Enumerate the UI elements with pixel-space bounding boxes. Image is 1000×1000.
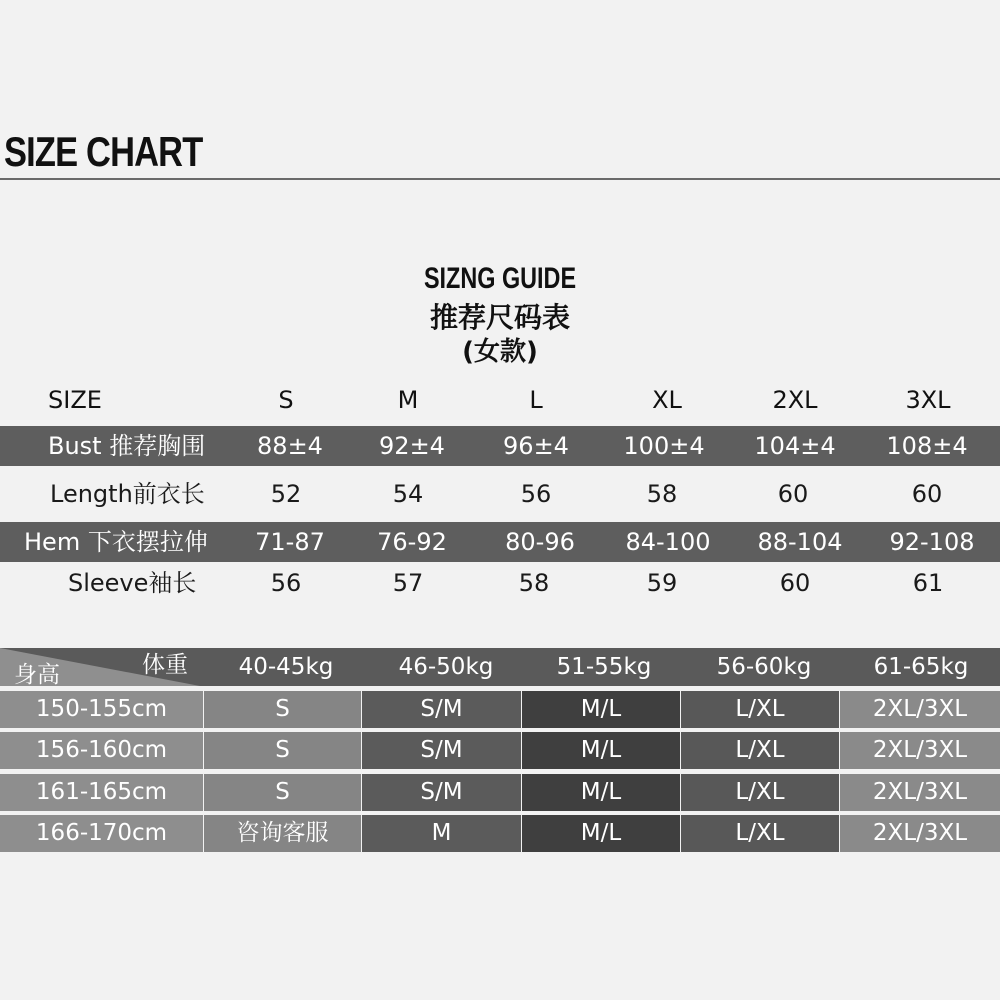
recommend-row [0, 815, 1000, 852]
size-recommend-cell: S/M [362, 732, 521, 769]
weight-header: 61-65kg [873, 654, 969, 680]
size-row-length [0, 474, 1000, 514]
guide-title-cn: 推荐尺码表 [429, 301, 570, 334]
size-col-header: 2XL [772, 386, 818, 414]
size-corner-label: SIZE [48, 386, 102, 414]
size-recommend-cell: S/M [362, 691, 521, 728]
size-recommend-cell: M [362, 815, 521, 852]
size-recommend-cell: M/L [522, 815, 680, 852]
size-recommend-cell: S [204, 774, 361, 811]
size-recommend-cell: 2XL/3XL [840, 774, 1000, 811]
height-cell: 166-170cm [0, 815, 203, 852]
size-header-row [0, 380, 1000, 420]
guide-subtitle: (女款) [462, 337, 538, 367]
size-cell: 57 [392, 569, 424, 597]
size-col-header: XL [652, 386, 682, 414]
size-cell: 104±4 [754, 432, 836, 460]
size-cell: 100±4 [623, 432, 705, 460]
height-cell: 161-165cm [0, 774, 203, 811]
size-cell: 56 [270, 569, 302, 597]
size-recommend-cell: S [204, 732, 361, 769]
size-col-header: M [397, 386, 419, 414]
size-cell: 76-92 [377, 528, 447, 556]
size-col-header: S [278, 386, 294, 414]
size-recommend-cell: M/L [522, 732, 680, 769]
size-recommend-cell: L/XL [681, 815, 839, 852]
page-title: SIZE CHART [4, 128, 203, 175]
height-corner-label: 身高 [14, 662, 60, 688]
recommend-row [0, 774, 1000, 811]
weight-header: 46-50kg [398, 654, 494, 680]
size-cell: 60 [777, 480, 809, 508]
size-row-sleeve [0, 563, 1000, 603]
size-cell: 58 [646, 480, 678, 508]
size-recommend-cell: 咨询客服 [204, 815, 361, 852]
size-row-label: Bust 推荐胸围 [48, 432, 206, 460]
size-col-header: 3XL [905, 386, 951, 414]
size-cell: 88±4 [257, 432, 323, 460]
size-recommend-cell: S/M [362, 774, 521, 811]
weight-header: 51-55kg [556, 654, 652, 680]
size-cell: 80-96 [505, 528, 575, 556]
size-row-hem [0, 522, 1000, 562]
size-cell: 92-108 [889, 528, 975, 556]
size-cell: 54 [392, 480, 424, 508]
size-recommend-cell: L/XL [681, 691, 839, 728]
guide-title-en: SIZNG GUIDE [423, 262, 577, 295]
size-cell: 59 [646, 569, 678, 597]
size-row-label: Hem 下衣摆拉伸 [24, 528, 208, 556]
size-cell: 58 [518, 569, 550, 597]
size-recommend-cell: 2XL/3XL [840, 732, 1000, 769]
size-cell: 92±4 [379, 432, 445, 460]
weight-header: 40-45kg [238, 654, 334, 680]
size-cell: 61 [912, 569, 944, 597]
size-cell: 108±4 [886, 432, 968, 460]
recommend-row [0, 732, 1000, 769]
weight-header: 56-60kg [716, 654, 812, 680]
size-recommend-cell: M/L [522, 774, 680, 811]
size-recommend-cell: S [204, 691, 361, 728]
height-cell: 150-155cm [0, 691, 203, 728]
size-cell: 84-100 [625, 528, 711, 556]
size-row-label: Sleeve袖长 [68, 569, 197, 597]
size-recommend-cell: L/XL [681, 732, 839, 769]
size-recommend-cell: 2XL/3XL [840, 815, 1000, 852]
size-recommend-cell: 2XL/3XL [840, 691, 1000, 728]
size-recommend-cell: M/L [522, 691, 680, 728]
size-col-header: L [529, 386, 543, 414]
size-recommend-cell: L/XL [681, 774, 839, 811]
size-cell: 96±4 [503, 432, 569, 460]
height-cell: 156-160cm [0, 732, 203, 769]
size-cell: 52 [270, 480, 302, 508]
size-cell: 56 [520, 480, 552, 508]
weight-corner-label: 体重 [142, 652, 188, 678]
size-cell: 71-87 [255, 528, 325, 556]
recommend-header-row [0, 648, 1000, 686]
title-divider [0, 178, 1000, 180]
size-cell: 60 [779, 569, 811, 597]
size-cell: 88-104 [757, 528, 843, 556]
size-row-label: Length前衣长 [50, 480, 205, 508]
recommend-row [0, 691, 1000, 728]
size-cell: 60 [911, 480, 943, 508]
size-row-bust [0, 426, 1000, 466]
